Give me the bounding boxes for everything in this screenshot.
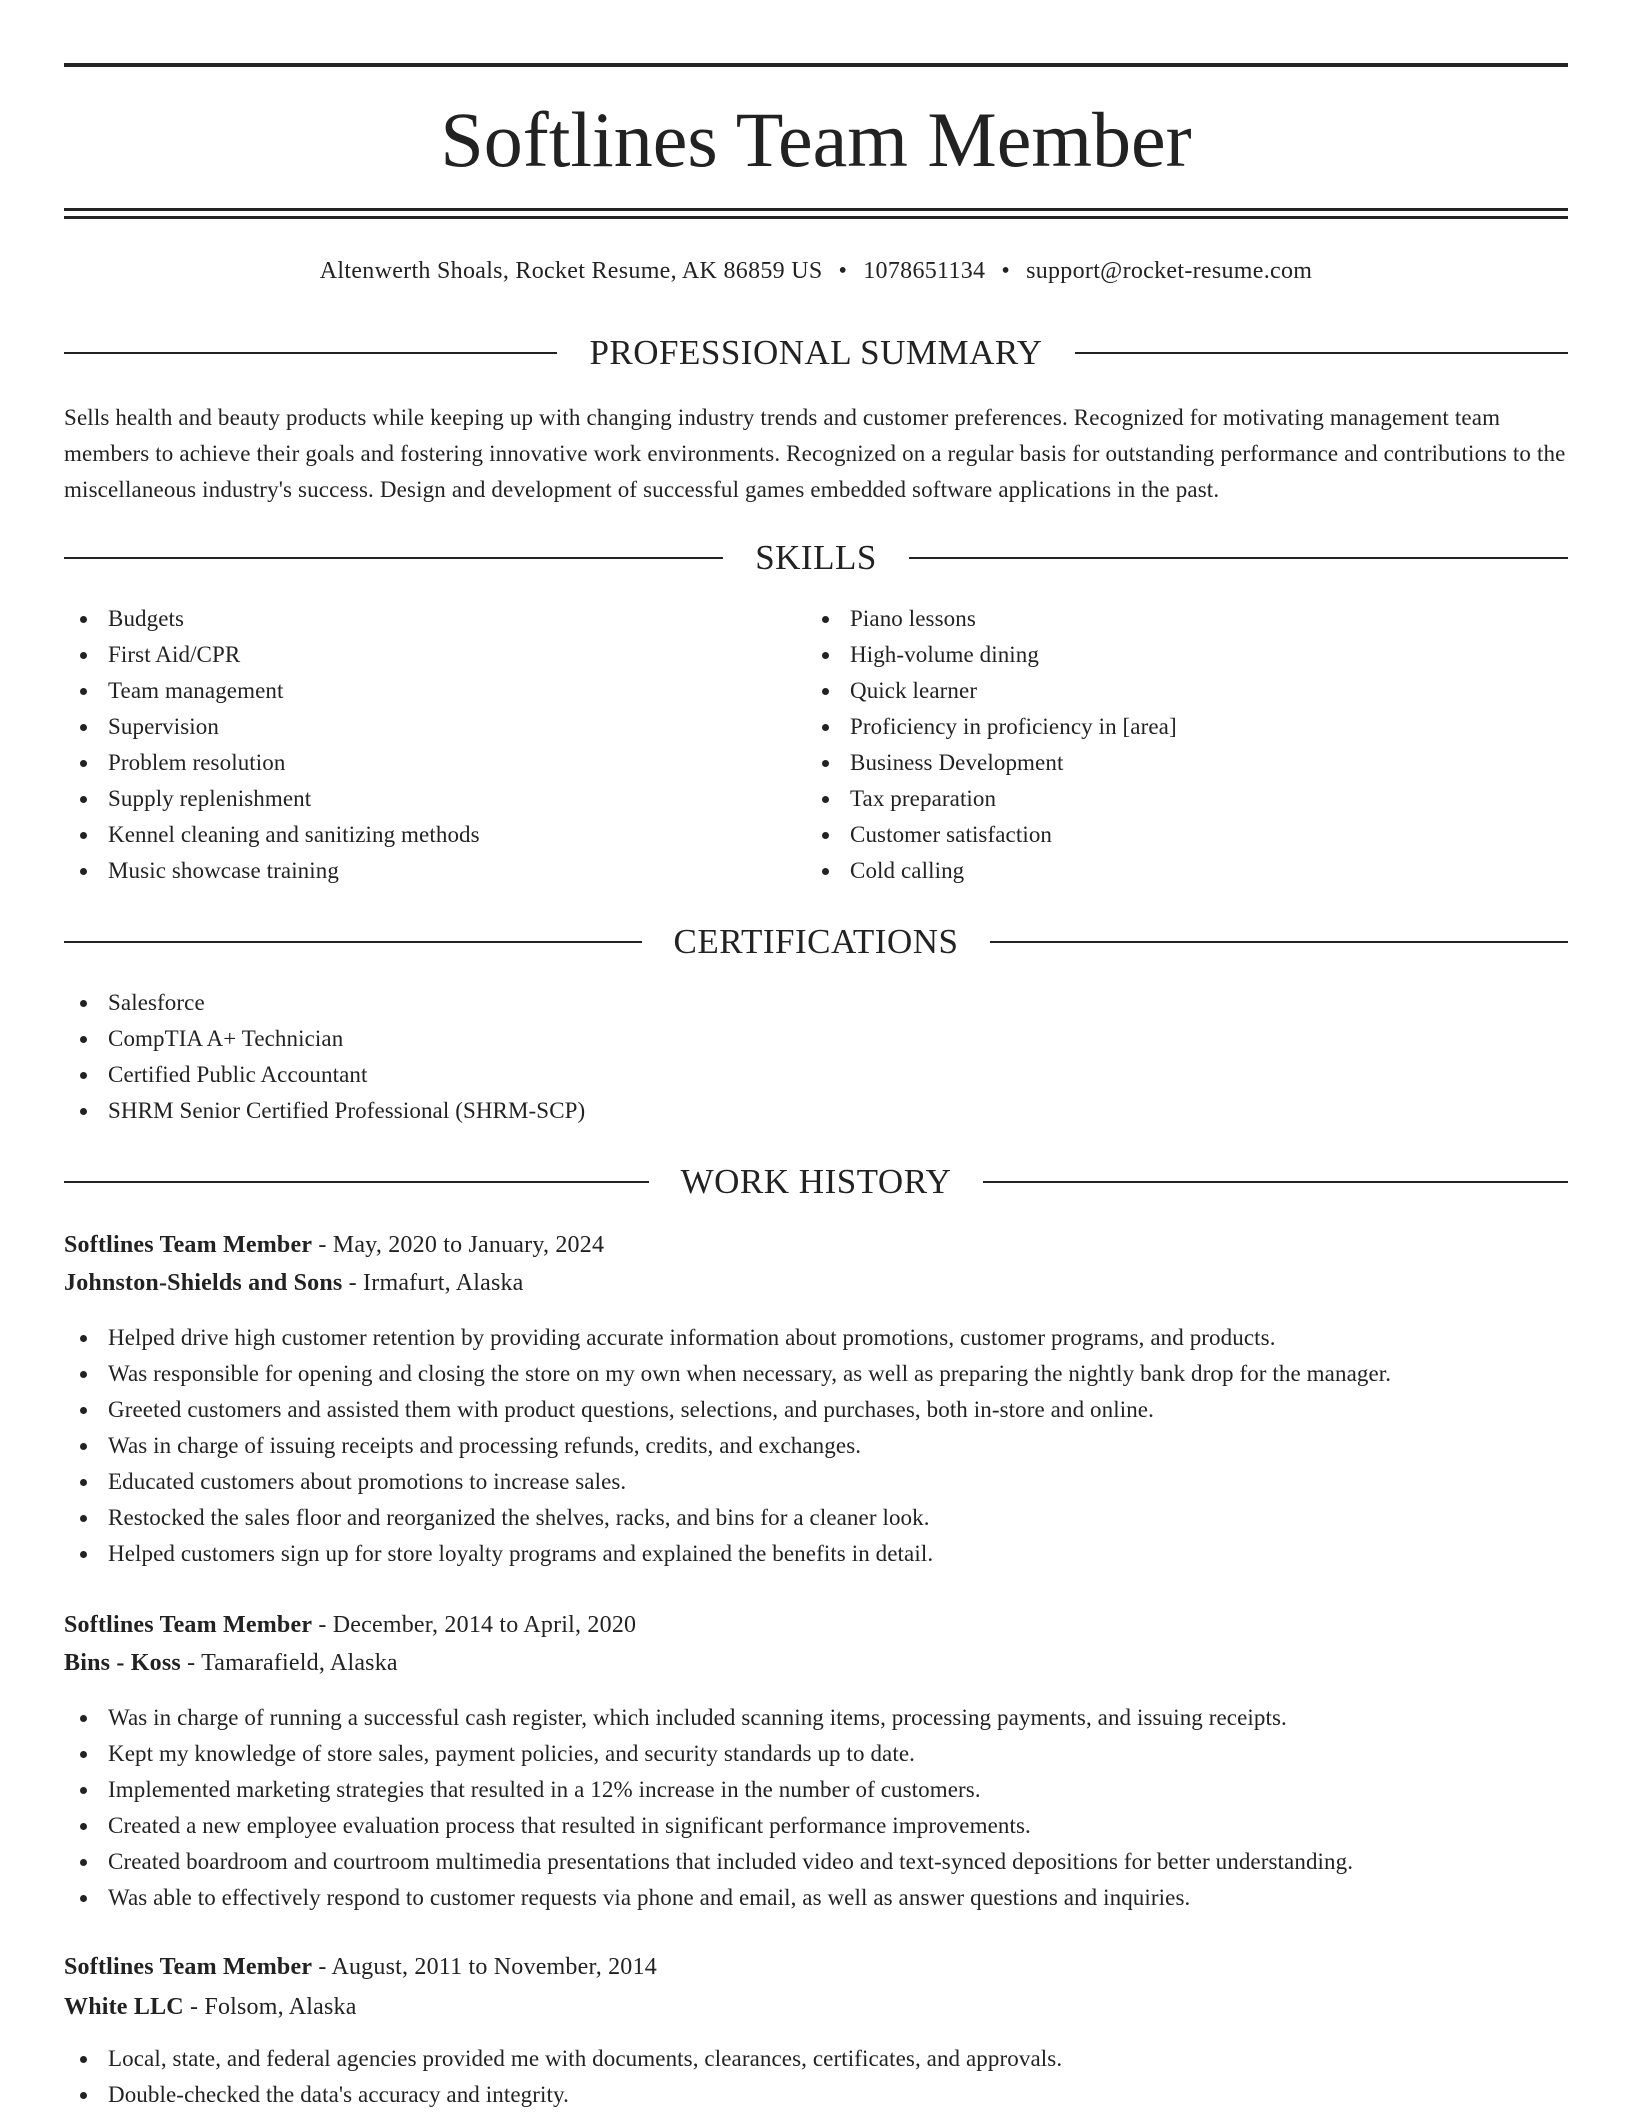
job-company: Johnston-Shields and Sons	[64, 1270, 343, 1296]
contact-address: Altenwerth Shoals, Rocket Resume, AK 86859 US	[319, 258, 823, 284]
job-title-line	[64, 1227, 604, 1263]
skill-item: Piano lessons	[806, 601, 1566, 637]
job-bullet-item: Was responsible for opening and closing the store on my own when necessary, as well as preparing the nightly bank drop for the manager.	[64, 1356, 1568, 1392]
summary-section-header	[64, 331, 1568, 375]
job-bullet-item: Created boardroom and courtroom multimedia presentations that included video and text-synced depositions for better understanding.	[64, 1844, 1568, 1880]
job-company-line	[64, 1645, 398, 1681]
contact-separator: •	[1001, 258, 1011, 284]
work-history-heading: WORK HISTORY	[680, 1162, 952, 1201]
summary-heading: PROFESSIONAL SUMMARY	[589, 333, 1043, 372]
skills-heading: SKILLS	[755, 538, 877, 577]
job-bullet-item: Was in charge of running a successful cash register, which included scanning items, processing payments, and issuing receipts.	[64, 1700, 1568, 1736]
job-bullet-item: Helped drive high customer retention by providing accurate information about promotions, customer programs, and products.	[64, 1320, 1568, 1356]
skill-item: Tax preparation	[806, 781, 1566, 817]
skill-item: Kennel cleaning and sanitizing methods	[64, 817, 804, 853]
job-bullet-item: Was in charge of issuing receipts and processing refunds, credits, and exchanges.	[64, 1428, 1568, 1464]
section-rule-left	[64, 1181, 649, 1183]
skill-item: Quick learner	[806, 673, 1566, 709]
job-bullet-item: Helped customers sign up for store loyalty programs and explained the benefits in detail.	[64, 1536, 1568, 1572]
job-title: Softlines Team Member	[64, 1954, 313, 1980]
job-bullet-item: Implemented marketing strategies that resulted in a 12% increase in the number of customers.	[64, 1772, 1568, 1808]
work-history-section-header	[64, 1160, 1568, 1204]
job-company: Bins - Koss	[64, 1650, 181, 1676]
top-rule	[64, 63, 1568, 67]
section-rule-right	[909, 557, 1568, 559]
skills-list-left	[64, 601, 804, 889]
job-title-line	[64, 1949, 657, 1985]
skills-list-right	[806, 601, 1566, 889]
skill-item: Supply replenishment	[64, 781, 804, 817]
name-rule-upper	[64, 208, 1568, 211]
skill-item: Customer satisfaction	[806, 817, 1566, 853]
skills-section-header	[64, 536, 1568, 580]
job-bullet-item: Greeted customers and assisted them with product questions, selections, and purchases, both in-store and online.	[64, 1392, 1568, 1428]
skill-item: Problem resolution	[64, 745, 804, 781]
skill-item: Proficiency in proficiency in [area]	[806, 709, 1566, 745]
job-bullets	[64, 1700, 1568, 1916]
job-title-line	[64, 1607, 636, 1643]
section-rule-right	[1075, 352, 1568, 354]
contact-line	[64, 254, 1568, 288]
skill-item: Business Development	[806, 745, 1566, 781]
certifications-heading: CERTIFICATIONS	[673, 922, 959, 961]
section-rule-left	[64, 352, 557, 354]
job-dates: - December, 2014 to April, 2020	[312, 1612, 637, 1638]
certifications-section-header	[64, 920, 1568, 964]
job-bullet-item: Double-checked the data's accuracy and integrity.	[64, 2077, 1568, 2113]
contact-email: support@rocket-resume.com	[1026, 258, 1313, 284]
skill-item: Team management	[64, 673, 804, 709]
section-rule-left	[64, 557, 723, 559]
job-company-line	[64, 1989, 357, 2025]
skill-item: Supervision	[64, 709, 804, 745]
summary-text: Sells health and beauty products while keeping up with changing industry trends and customer preferences. Recognized for motivating management team members to achieve their goals and fostering innovative work environments. Recognized on a regular basis for outstanding performance and contributions to the miscellaneous industry's success. Design and development of successful games embedded software applications in the past.	[64, 405, 1566, 502]
job-title: Softlines Team Member	[64, 1612, 313, 1638]
certification-item: Certified Public Accountant	[64, 1057, 1568, 1093]
job-bullet-item: Restocked the sales floor and reorganized the shelves, racks, and bins for a cleaner look.	[64, 1500, 1568, 1536]
job-bullet-item: Kept my knowledge of store sales, payment policies, and security standards up to date.	[64, 1736, 1568, 1772]
job-title: Softlines Team Member	[64, 1232, 313, 1258]
job-bullets	[64, 2041, 1568, 2113]
job-bullet-item: Educated customers about promotions to increase sales.	[64, 1464, 1568, 1500]
section-rule-left	[64, 941, 642, 943]
job-location: - Irmafurt, Alaska	[342, 1270, 524, 1296]
job-bullet-item: Local, state, and federal agencies provided me with documents, clearances, certificates, and approvals.	[64, 2041, 1568, 2077]
job-location: - Folsom, Alaska	[183, 1994, 357, 2020]
job-dates: - May, 2020 to January, 2024	[312, 1232, 605, 1258]
job-bullet-item: Created a new employee evaluation process that resulted in significant performance improvements.	[64, 1808, 1568, 1844]
section-rule-right	[990, 941, 1568, 943]
skill-item: High-volume dining	[806, 637, 1566, 673]
skill-item: Music showcase training	[64, 853, 804, 889]
job-location: - Tamarafield, Alaska	[180, 1650, 398, 1676]
skill-item: Cold calling	[806, 853, 1566, 889]
name-rule-lower	[64, 216, 1568, 219]
job-company-line	[64, 1265, 524, 1301]
skill-item: Budgets	[64, 601, 804, 637]
skill-item: First Aid/CPR	[64, 637, 804, 673]
job-dates: - August, 2011 to November, 2014	[312, 1954, 657, 1980]
contact-phone: 1078651134	[863, 258, 986, 284]
resume-name: Softlines Team Member	[440, 96, 1192, 183]
certifications-list	[64, 985, 1568, 1129]
contact-separator: •	[838, 258, 848, 284]
job-bullets	[64, 1320, 1568, 1572]
certification-item: Salesforce	[64, 985, 1568, 1021]
certification-item: CompTIA A+ Technician	[64, 1021, 1568, 1057]
job-company: White LLC	[64, 1994, 184, 2020]
certification-item: SHRM Senior Certified Professional (SHRM-SCP)	[64, 1093, 1568, 1129]
section-rule-right	[983, 1181, 1568, 1183]
job-bullet-item: Was able to effectively respond to customer requests via phone and email, as well as answer questions and inquiries.	[64, 1880, 1568, 1916]
